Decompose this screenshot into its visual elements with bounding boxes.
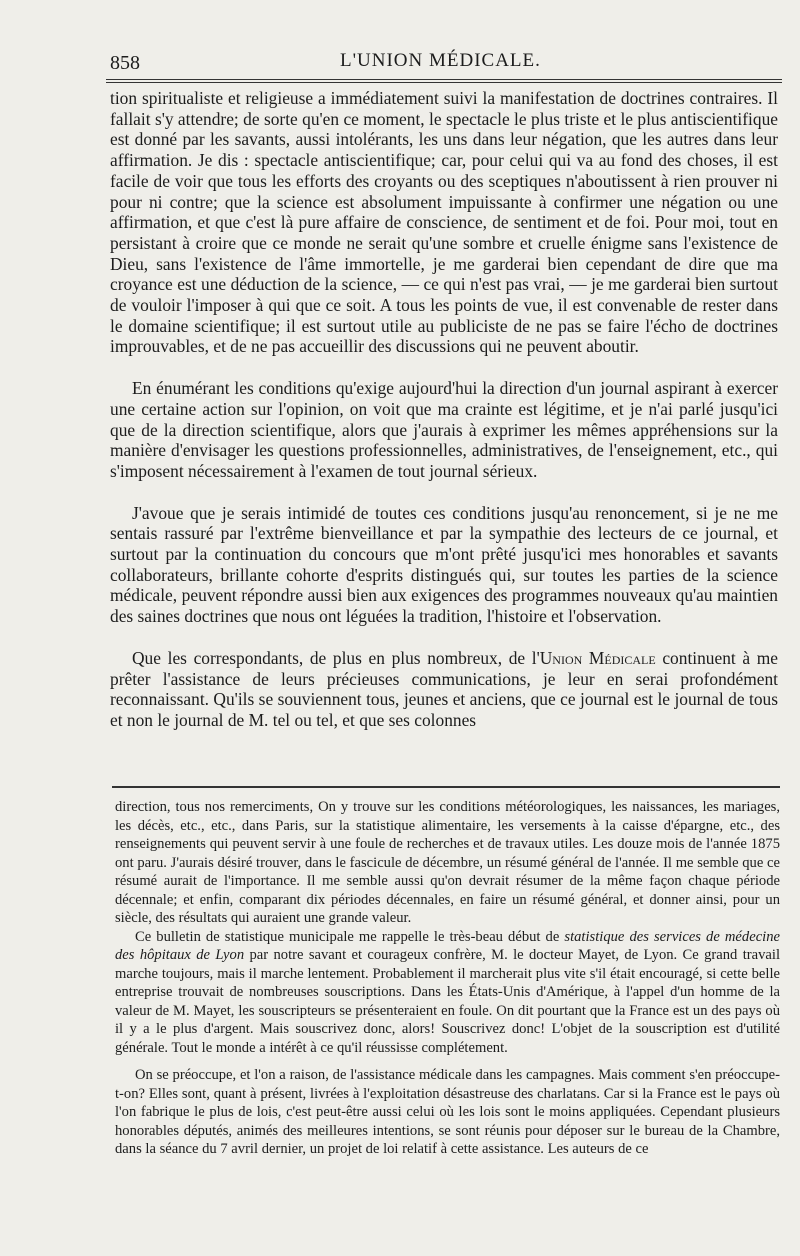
paragraph-2: En énumérant les conditions qu'exige aujourd'hui la direction d'un journal aspirant à exercer une certaine action sur l'opinion, on voit que ma crainte est légitime, et je n'ai parlé jusqu'ici que de la direction scientifique, alors que j'aurais à exprimer les mêmes appréhensions sur la manière d'envisager les questions professionnelles, administratives, de l'enseignement, etc., qui s'imposent nécessairement à l'examen de tout journal sérieux. <box>110 378 778 481</box>
header-rule <box>106 79 782 83</box>
paragraph-4-end: continuent à me prêter l'assistance de leurs précieuses communications, je leur en serai profondément reconnaissant. Qu'ils se souviennent tous, jeunes et anciens, que ce journal est le journal de tous et non le journal de M. tel ou tel, et que ses colonnes <box>110 647 778 730</box>
page-number: 858 <box>110 52 140 74</box>
note-2-start: Ce bulletin de statistique municipale me rappelle le très-beau début de <box>135 928 565 945</box>
paragraph-4 <box>110 648 778 731</box>
note-paragraph-3: On se préoccupe, et l'on a raison, de l'assistance médicale dans les campagnes. Mais comment s'en préoccupe-t-on? Elles sont, quant à présent, livrées à l'exploitation désastreuse des charlatans. Car si la France est le pays où l'on fabrique le plus de lois, c'est peut-être aussi celui où les lois sont le moins appliquées. Cependant plusieurs honorables députés, animés des meilleures intentions, se sont réunis pour déposer sur le bureau de la Chambre, dans la séance du 7 avril dernier, un projet de loi relatif à cette assistance. Les auteurs de ce <box>115 1067 780 1157</box>
footnote-section <box>115 798 780 1159</box>
running-head: L'UNION MÉDICALE. <box>340 50 541 71</box>
paragraph-4-start: Que les correspondants, de plus en plus nombreux, de l' <box>132 647 540 668</box>
paragraph-3: J'avoue que je serais intimidé de toutes ces conditions jusqu'au renoncement, si je ne me sentais rassuré par l'extrême bienveillance et par la sympathie des lecteurs de ce journal, et surtout par la continuation du concours que m'ont prêté jusqu'ici mes honorables et savants collaborateurs, brillante cohorte d'esprits distingués qui, sur toutes les parties de la science médicale, peuvent répondre aussi bien aux exigences des programmes nouveaux qu'au maintien des saines doctrines que nous ont léguées la tradition, l'histoire et l'observation. <box>110 502 778 627</box>
note-paragraph-2 <box>115 928 780 1058</box>
main-body <box>110 88 778 731</box>
page-header <box>110 48 780 78</box>
note-2-title: statistique des services de médecine des hôpitaux de Lyon <box>115 928 780 963</box>
note-2-end: par notre savant et courageux confrère, M. le docteur Mayet, de Lyon. Ce grand travail marche toujours, mais il marche lentement. Probablement il marcherait plus vite s'il était encouragé, si cette belle entreprise trouvait de nombreuses souscriptions. Dans les États-Unis d'Amérique, à l'appel d'un homme de la valeur de M. Mayet, les souscripteurs se présenteraient en foule. On dit pourtant que la France est un des pays où il y a le plus d'argent. Mais souscrivez donc, alors! Souscrivez donc! L'objet de la souscription est d'utilité générale. Tout le monde a intérêt à ce qu'il réussisse complétement. <box>115 947 780 1056</box>
footnote-rule <box>112 786 780 788</box>
note-paragraph-1: direction, tous nos remerciments, On y trouve sur les conditions météorologiques, les naissances, les mariages, les décès, etc., etc., dans Paris, sur la statistique alimentaire, les versements à la caisse d'épargne, etc., des renseignements qui peuvent servir à une foule de recherches et de travaux utiles. Les douze mois de l'année 1875 ont paru. J'aurais désiré trouver, dans le fascicule de décembre, un résumé général de l'année. Il me semble que ce résumé aurait de l'importance. Il me semble aussi qu'on devrait résumer de la même façon chaque période décennale; et enfin, comparant dix périodes décennales, en faire un résumé général, et donner ainsi, pour un siècle, des résultats qui auraient une grande valeur. <box>115 799 780 926</box>
journal-name: Union Médicale <box>539 647 656 668</box>
paragraph-1: tion spiritualiste et religieuse a immédiatement suivi la manifestation de doctrines contraires. Il fallait s'y attendre; de sorte qu'en ce moment, le spectacle le plus triste et le plus antiscientifique est donné par les savants, aussi intolérants, les uns dans leur négation, que les autres dans leur affirmation. Je dis : spectacle antiscientifique; car, pour celui qui va au fond des choses, il est facile de voir que tous les efforts des croyants ou des sceptiques n'aboutissent à rien prouver ni pour ni contre; que la science est absolument impuissante à confirmer une négation ou une affirmation, et que c'est là pure affaire de conscience, de sentiment et de foi. Pour moi, tout en persistant à croire que ce monde ne serait qu'une sombre et cruelle énigme sans l'existence de Dieu, sans l'existence de l'âme immortelle, je me garderai bien cependant de dire que ma croyance est une déduction de la science, — ce qui n'est pas vrai, — je me garderai bien surtout de vouloir l'imposer à qui que ce soit. A tous les points de vue, il est convenable de rester dans le domaine scientifique; il est surtout utile au publiciste de ne pas se faire l'écho de doctrines improuvables, et de ne pas accueillir des discussions qui ne peuvent aboutir. <box>110 88 778 357</box>
